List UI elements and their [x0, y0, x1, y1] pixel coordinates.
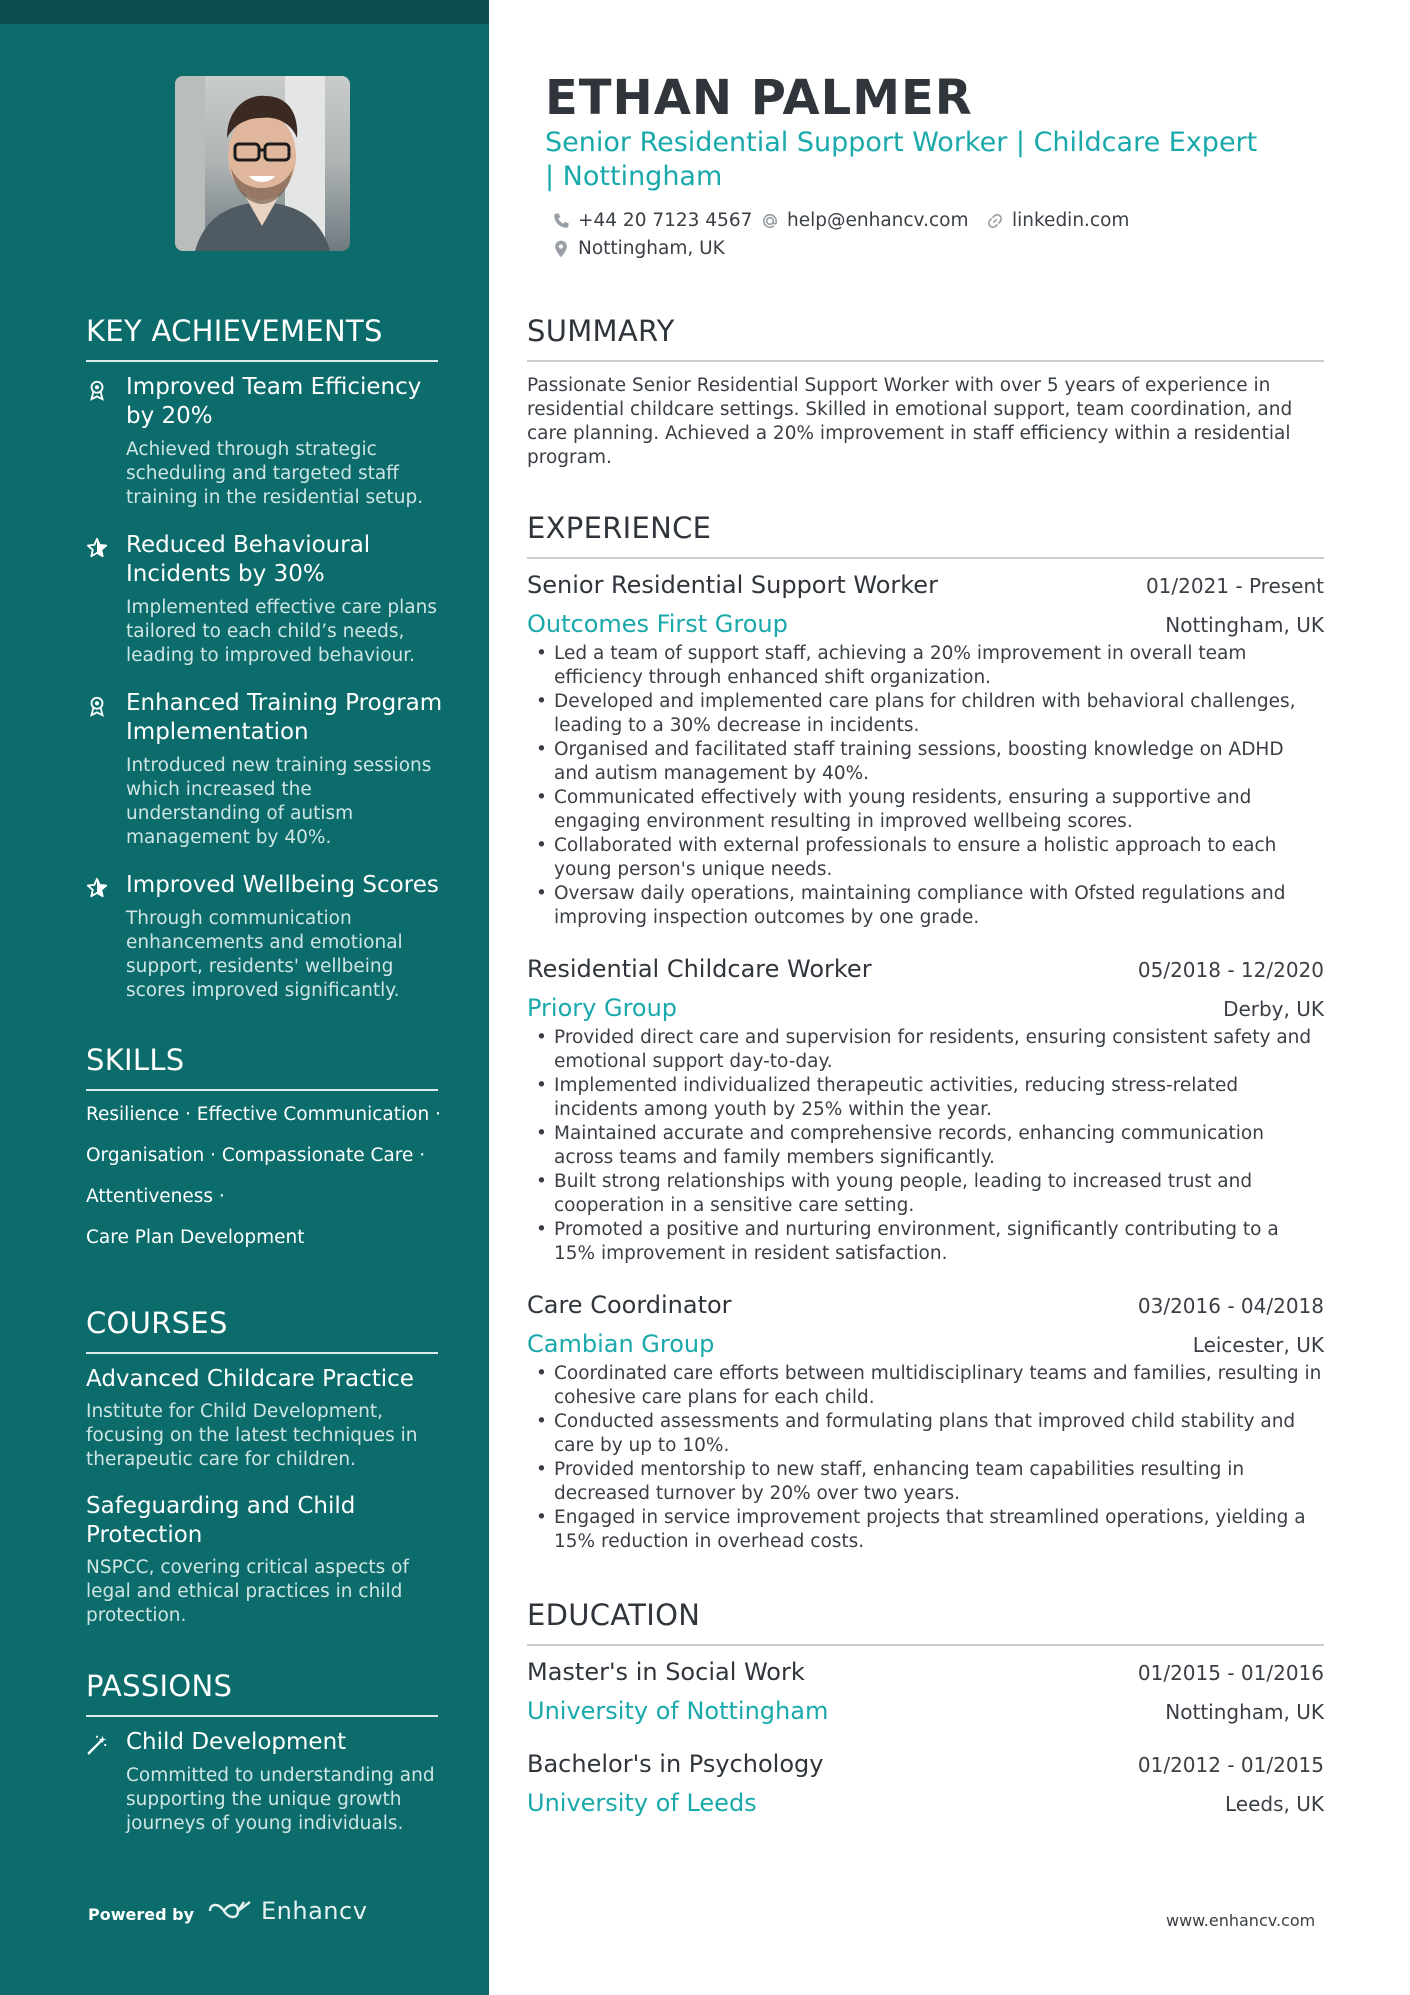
course-item — [86, 1492, 438, 1628]
email-text: help@enhancv.com — [787, 210, 969, 231]
job-bullet: • Conducted assessments and formulating plans that improved child stability and care by up to 10%. — [527, 1410, 1324, 1458]
summary-text: Passionate Senior Residential Support Worker with over 5 years of experience in residential childcare settings. Skilled in emotional support, team coordination, and care planning. Achieved a 20% improvement in staff efficiency within a residential program. — [527, 375, 1293, 468]
contact-phone[interactable] — [551, 210, 752, 231]
education-location: Nottingham, UK — [1165, 1700, 1324, 1724]
skills-line: Resilience · Effective Communication · — [86, 1104, 441, 1125]
sidebar — [0, 0, 489, 1995]
summary-heading: SUMMARY — [527, 316, 1324, 362]
job-location: Nottingham, UK — [1165, 613, 1324, 637]
job-company: Cambian Group — [527, 1330, 715, 1358]
skills-heading: SKILLS — [86, 1045, 438, 1091]
courses-heading: COURSES — [86, 1308, 438, 1354]
enhancv-logo-icon — [207, 1898, 253, 1924]
job-bullet: • Oversaw daily operations, maintaining compliance with Ofsted regulations and improving inspection outcomes by one grade. — [527, 882, 1324, 930]
job-bullets — [527, 642, 1324, 930]
at-icon — [760, 211, 780, 231]
job-entry — [527, 955, 1324, 1266]
achievement-item — [86, 531, 446, 668]
course-description: NSPCC, covering critical aspects of legal and ethical practices in child protection. — [86, 1557, 409, 1626]
contact-location — [551, 238, 725, 259]
course-title: Safeguarding and Child Protection — [86, 1493, 356, 1548]
education-degree: Bachelor's in Psychology — [527, 1750, 824, 1778]
passion-title: Child Development — [126, 1729, 347, 1755]
job-bullet: • Built strong relationships with young people, leading to increased trust and cooperation in a sensitive care setting. — [527, 1170, 1324, 1218]
experience-heading: EXPERIENCE — [527, 513, 1324, 559]
job-company: Outcomes First Group — [527, 610, 788, 638]
skills-line: Care Plan Development — [86, 1227, 305, 1248]
achievement-title: Enhanced Training Program Implementation — [126, 690, 443, 745]
education-heading: EDUCATION — [527, 1600, 1324, 1646]
achievement-description: Achieved through strategic scheduling and targeted staff training in the residential setup. — [126, 439, 424, 508]
job-title: Residential Childcare Worker — [527, 955, 872, 983]
job-bullet: • Maintained accurate and comprehensive records, enhancing communication across teams and family members significantly. — [527, 1122, 1324, 1170]
link-icon — [985, 211, 1005, 231]
enhancv-logo[interactable] — [207, 1897, 367, 1925]
achievements-heading: KEY ACHIEVEMENTS — [86, 316, 438, 362]
job-bullet: • Promoted a positive and nurturing environment, significantly contributing to a 15% improvement in resident satisfaction. — [527, 1218, 1324, 1266]
job-bullet: • Provided mentorship to new staff, enhancing team capabilities resulting in decreased turnover by 20% over two years. — [527, 1458, 1324, 1506]
job-location: Leicester, UK — [1192, 1333, 1324, 1357]
profile-photo — [175, 76, 350, 251]
job-bullet: • Developed and implemented care plans for children with behavioral challenges, leading to a 30% decrease in incidents. — [527, 690, 1324, 738]
job-bullet: • Provided direct care and supervision for residents, ensuring consistent safety and emotional support day-to-day. — [527, 1026, 1324, 1074]
job-title: Care Coordinator — [527, 1291, 732, 1319]
achievement-title: Improved Team Efficiency by 20% — [126, 374, 422, 429]
passion-description: Committed to understanding and supporting the unique growth journeys of young individuals. — [126, 1765, 435, 1834]
job-bullet: • Implemented individualized therapeutic activities, reducing stress-related incidents among youth by 25% within the year. — [527, 1074, 1324, 1122]
achievement-item — [86, 689, 446, 850]
education-entry — [527, 1750, 1324, 1817]
job-bullets — [527, 1026, 1324, 1266]
brand-name: Enhancv — [261, 1897, 368, 1925]
education-school: University of Leeds — [527, 1789, 757, 1817]
job-bullet: • Coordinated care efforts between multidisciplinary teams and families, resulting in cohesive care plans for each child. — [527, 1362, 1324, 1410]
course-description: Institute for Child Development, focusing on the latest techniques in therapeutic care for children. — [86, 1401, 418, 1470]
job-bullet: • Engaged in service improvement projects that streamlined operations, yielding a 15% reduction in overhead costs. — [527, 1506, 1324, 1554]
education-dates: 01/2015 - 01/2016 — [1137, 1661, 1324, 1685]
skills-line: Organisation · Compassionate Care · — [86, 1145, 426, 1166]
job-location: Derby, UK — [1223, 997, 1324, 1021]
website-link[interactable]: www.enhancv.com — [1166, 1911, 1316, 1930]
skills-line: Attentiveness · — [86, 1186, 225, 1207]
job-bullet: • Collaborated with external professionals to ensure a holistic approach to each young person's unique needs. — [527, 834, 1324, 882]
star-icon — [86, 537, 108, 559]
job-entry — [527, 571, 1324, 930]
medal-icon — [86, 379, 108, 401]
contact-email[interactable] — [760, 210, 968, 231]
job-entry — [527, 1291, 1324, 1554]
phone-text: +44 20 7123 4567 — [578, 210, 753, 231]
job-title: Senior Residential Support Worker — [527, 571, 938, 599]
passion-item — [86, 1728, 446, 1836]
phone-icon — [551, 211, 571, 231]
contact-linkedin[interactable] — [985, 210, 1129, 231]
job-dates: 01/2021 - Present — [1145, 574, 1324, 598]
achievement-item — [86, 373, 446, 510]
education-school: University of Nottingham — [527, 1697, 829, 1725]
candidate-name: ETHAN PALMER — [545, 70, 973, 126]
linkedin-text: linkedin.com — [1012, 210, 1130, 231]
job-bullets — [527, 1362, 1324, 1554]
medal-icon — [86, 695, 108, 717]
course-item — [86, 1365, 438, 1472]
course-title: Advanced Childcare Practice — [86, 1366, 414, 1392]
job-bullet: • Organised and facilitated staff training sessions, boosting knowledge on ADHD and autism management by 40%. — [527, 738, 1324, 786]
passions-heading: PASSIONS — [86, 1671, 438, 1717]
job-bullet: • Led a team of support staff, achieving a 20% improvement in overall team efficiency through enhanced shift organization. — [527, 642, 1324, 690]
achievement-description: Through communication enhancements and emotional support, residents' wellbeing scores improved significantly. — [126, 908, 403, 1001]
achievement-description: Implemented effective care plans tailored to each child’s needs, leading to improved behaviour. — [126, 597, 437, 666]
job-company: Priory Group — [527, 994, 678, 1022]
achievement-description: Introduced new training sessions which increased the understanding of autism management by 40%. — [126, 755, 432, 848]
education-dates: 01/2012 - 01/2015 — [1137, 1753, 1324, 1777]
education-entry — [527, 1658, 1324, 1725]
education-degree: Master's in Social Work — [527, 1658, 805, 1686]
job-dates: 05/2018 - 12/2020 — [1137, 958, 1324, 982]
achievement-title: Reduced Behavioural Incidents by 30% — [126, 532, 371, 587]
powered-by-label: Powered by — [88, 1905, 194, 1924]
magic-wand-icon — [86, 1734, 108, 1756]
location-text: Nottingham, UK — [578, 238, 725, 259]
sidebar-top-bar — [0, 0, 489, 24]
location-pin-icon — [551, 239, 571, 259]
candidate-tagline: Senior Residential Support Worker | Childcare Expert | Nottingham — [545, 127, 1258, 192]
achievement-title: Improved Wellbeing Scores — [126, 872, 439, 898]
achievement-item — [86, 871, 446, 1003]
job-dates: 03/2016 - 04/2018 — [1137, 1294, 1324, 1318]
star-icon — [86, 877, 108, 899]
job-bullet: • Communicated effectively with young residents, ensuring a supportive and engaging environment resulting in improved wellbeing scores. — [527, 786, 1324, 834]
education-location: Leeds, UK — [1225, 1792, 1324, 1816]
